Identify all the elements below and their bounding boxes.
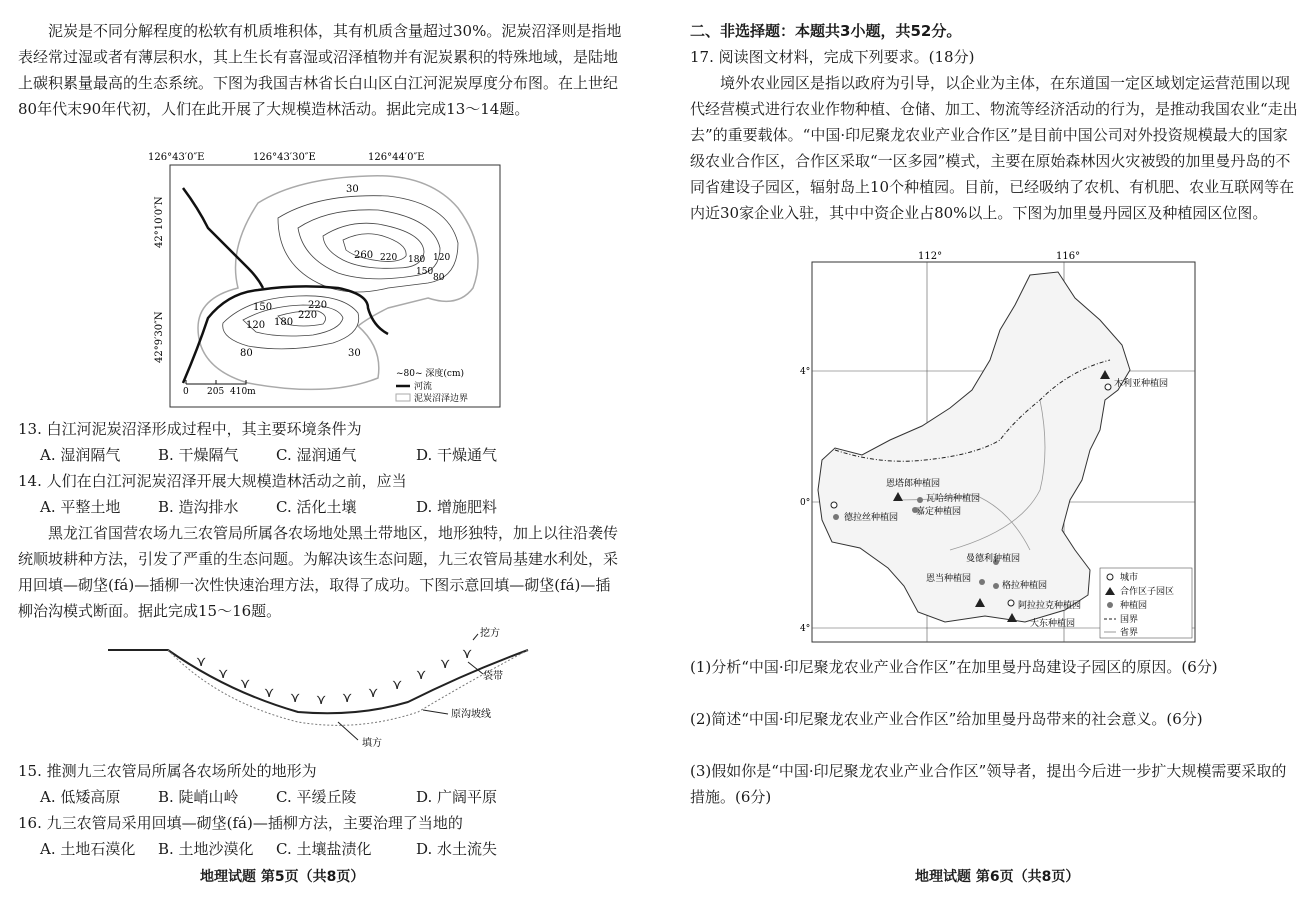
label-dig: 挖方 [480,628,500,639]
legend-label: 合作区子园区 [1120,587,1175,597]
contour-label: 260 [354,250,374,261]
option-b[interactable]: B. 土地沙漠化 [158,840,254,858]
question-17: 17. 阅读图文材料，完成下列要求。(18分) [690,48,975,66]
question-14: 14. 人们在白江河泥炭沼泽开展大规模造林活动之前，应当 [18,472,407,490]
plantation-marker [833,514,839,520]
willow-mark: ⋎ [316,692,327,708]
option-c[interactable]: C. 土壤盐渍化 [276,840,372,858]
label-fill: 填方 [362,738,382,749]
contour-label: 220 [308,300,328,311]
place-label: 大东种植园 [1030,619,1076,629]
plantation-marker [917,497,923,503]
willow-mark: ⋎ [368,685,379,701]
gully-cross-section [108,622,538,752]
contour-label: 30 [348,348,361,359]
intro-13: 泥炭是不同分解程度的松软有机质堆积体，其有机质含量超过30%。泥炭沼泽则是指地表经常过湿或者有薄层积水，其上生长有喜湿或沼泽植物并有泥炭累积的特殊地域，是陆地上碳积累量最高的生态系统。下图为我国吉林省长白山区白江河泥炭厚度分布图。在上世纪80年代末90年代初，人们在此开展了大规模造林活动。据此完成13～14题。 [18,22,622,118]
place-label: 格拉种植园 [1002,581,1048,591]
question-15: 15. 推测九三农管局所属各农场所处的地形为 [18,762,317,780]
subquestion-2: (2)简述“中国·印尼聚龙农业产业合作区”给加里曼丹岛带来的社会意义。(6分) [690,710,1203,728]
willow-mark: ⋎ [462,646,473,662]
lon-label-3: 126°44′0″E [368,152,425,163]
contour-label: 80 [433,273,445,283]
option-b[interactable]: B. 造沟排水 [158,498,239,516]
lat-label-1: 4° [800,367,811,377]
label-belt: 袋带 [483,671,503,682]
option-a[interactable]: A. 平整土地 [40,498,121,516]
lat-label-3: 4° [800,624,811,634]
legend-boundary-swatch [396,394,410,401]
question-14-options [18,494,623,520]
place-label: 瓦哈纳种植园 [926,494,981,504]
scale-label: 0 [183,387,189,397]
legend-depth: ~80~ 深度(cm) [396,369,464,379]
question-16-options [18,836,623,862]
legend-city-swatch [1107,574,1113,580]
lat-label-2: 0° [800,498,811,508]
legend-river: 河流 [414,382,433,392]
willow-mark: ⋎ [290,690,301,706]
place-label: 德拉丝种植园 [844,513,899,523]
subquestion-3: (3)假如你是“中国·印尼聚龙农业产业合作区”领导者，提出今后进一步扩大规模需要采取的措施。(6分) [690,762,1287,806]
scale-label: 410m [230,387,256,397]
contour-label: 180 [408,255,426,265]
option-c[interactable]: C. 湿润通气 [276,446,357,464]
option-d[interactable]: D. 广阔平原 [416,788,498,806]
option-d[interactable]: D. 增施肥料 [416,498,498,516]
kalimantan-map [800,250,1200,650]
question-13-options [18,442,623,468]
label-slope: 原沟坡线 [451,709,491,720]
place-label: 木利亚种植园 [1114,379,1169,389]
intro-17: 境外农业园区是指以政府为引导，以企业为主体，在东道国一定区域划定运营范围以现代经营模式进行农业作物种植、仓储、加工、物流等经济活动的行为，是推动我国农业“走出去”的重要载体。“中国·印尼聚龙农业产业合作区”是目前中国公司对外投资规模最大的国家级农业合作区，合作区采取“一区多园”模式，主要在原始森林因火灾被毁的加里曼丹岛的不同省建设子园区，辐射岛上10个种植园。目前，已经吸纳了农机、有机肥、农业互联网等在内近30家企业入驻，其中中资企业占80%以上。下图为加里曼丹园区及种植园区位图。 [690,74,1298,222]
willow-mark: ⋎ [342,690,353,706]
intro-15: 黑龙江省国营农场九三农管局所属各农场地处黑土带地区，地形独特，加上以往沿袭传统顺坡耕种方法，引发了严重的生态问题。为解决该生态问题，九三农管局基建水利处，采用回填—砌垡(fá)—插柳一次性快速治理方法，取得了成功。下图示意回填—砌垡(fá)—插柳治沟模式断面。据此完成15～16题。 [18,524,619,620]
peat-thickness-map [128,148,508,410]
lon-label-1: 126°43′0″E [148,152,205,163]
legend-label: 城市 [1120,573,1139,583]
place-label: 阿拉拉克种植园 [1018,601,1082,611]
contour-label: 30 [346,184,359,195]
contour-label: 220 [380,253,398,263]
section-heading: 二、非选择题：本题共3小题，共52分。 [690,22,962,40]
scale-label: 205 [207,387,225,397]
willow-mark: ⋎ [196,654,207,670]
place-label: 曼德利种植园 [966,554,1021,564]
legend-plantation-swatch [1107,602,1113,608]
contour-label: 120 [433,253,451,263]
place-label: 嘉定种植园 [916,507,962,517]
option-a[interactable]: A. 低矮高原 [40,788,121,806]
option-d[interactable]: D. 水土流失 [416,840,498,858]
contour-label: 150 [253,302,273,313]
city-marker [1008,600,1014,606]
option-a[interactable]: A. 土地石漠化 [40,840,136,858]
lon-label-2: 116° [1056,251,1081,262]
city-marker [831,502,837,508]
option-c[interactable]: C. 平缓丘陵 [276,788,357,806]
willow-mark: ⋎ [416,667,427,683]
option-a[interactable]: A. 湿润隔气 [40,446,121,464]
willow-mark: ⋎ [392,677,403,693]
willow-mark: ⋎ [240,676,251,692]
subquestion-1: (1)分析“中国·印尼聚龙农业产业合作区”在加里曼丹岛建设子园区的原因。(6分) [690,658,1218,676]
contour-label: 220 [298,310,318,321]
contour-label: 180 [274,317,294,328]
legend-boundary: 泥炭沼泽边界 [414,394,469,404]
lat-label-1: 42°10′0″N [154,196,165,248]
label-leader-dig [473,634,478,640]
lon-label-1: 112° [918,251,943,262]
willow-cuttings [196,646,472,708]
option-b[interactable]: B. 陡峭山岭 [158,788,239,806]
question-13: 13. 白江河泥炭沼泽形成过程中，其主要环境条件为 [18,420,362,438]
plantation-marker [979,579,985,585]
lon-label-2: 126°43′30″E [253,152,316,163]
question-16: 16. 九三农管局采用回填—砌垡(fá)—插柳方法，主要治理了当地的 [18,814,463,832]
city-marker [1105,384,1111,390]
right-page-footer: 地理试题 第6页（共8页） [915,869,1080,885]
willow-mark: ⋎ [218,666,229,682]
option-c[interactable]: C. 活化土壤 [276,498,357,516]
option-d[interactable]: D. 干燥通气 [416,446,498,464]
option-b[interactable]: B. 干燥隔气 [158,446,239,464]
plantation-marker [993,583,999,589]
lat-label-2: 42°9′30″N [154,311,165,363]
contour-label: 80 [240,348,253,359]
place-label: 恩当种植园 [926,574,972,584]
label-leader-slope [423,710,448,714]
legend-label: 省界 [1120,628,1139,638]
legend-label: 国界 [1120,615,1139,625]
left-page-footer: 地理试题 第5页（共8页） [200,869,365,885]
place-label: 恩塔郎种植园 [886,479,941,489]
willow-mark: ⋎ [264,685,275,701]
contour-label: 150 [416,267,434,277]
question-15-options [18,784,623,810]
willow-mark: ⋎ [440,656,451,672]
legend-label: 种植园 [1120,601,1148,611]
contour-label: 120 [246,320,266,331]
